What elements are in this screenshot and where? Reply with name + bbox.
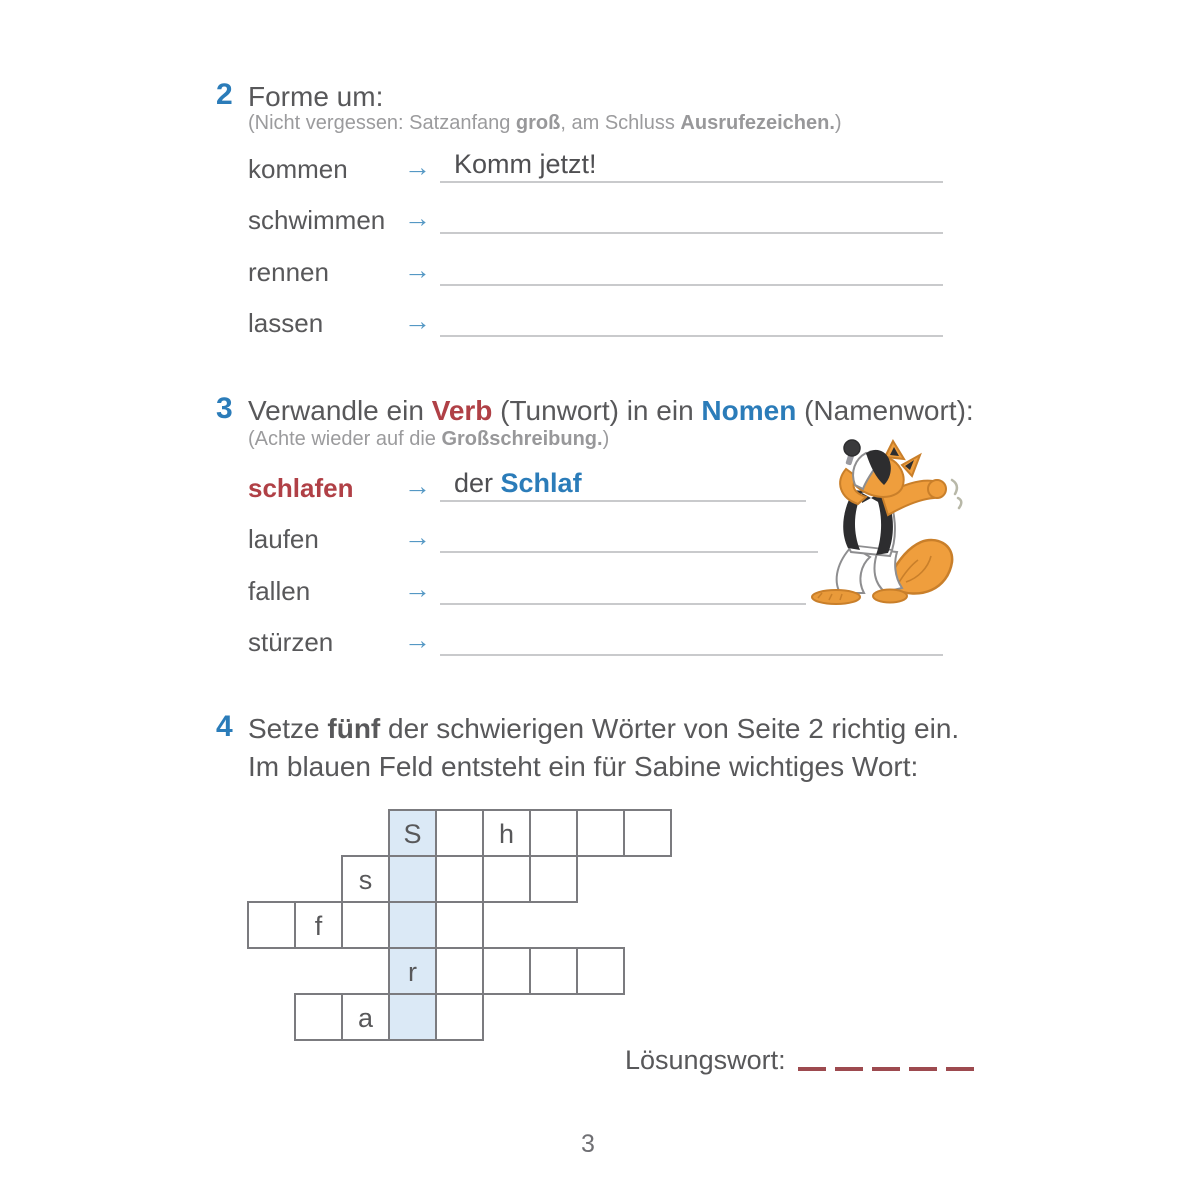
crossword-cell[interactable]	[577, 948, 624, 994]
handwritten-answer: Komm jetzt!	[454, 149, 597, 179]
verb-label: rennen	[248, 256, 329, 287]
crossword-cell[interactable]	[389, 856, 436, 902]
verb-row-schwimmen	[248, 198, 943, 234]
verb-label: schwimmen	[248, 204, 386, 235]
exercise4-title-line2: Im blauen Feld entsteht ein für Sabine wichtiges Wort:	[248, 751, 919, 782]
crossword-cell[interactable]	[295, 994, 342, 1040]
arrow-right-icon: →	[404, 203, 431, 233]
crossword-cell[interactable]	[530, 948, 577, 994]
verb-label: stürzen	[248, 626, 334, 657]
verb-label: schlafen	[248, 472, 354, 503]
solution-dash[interactable]	[909, 1067, 937, 1071]
arrow-right-icon: →	[404, 306, 431, 336]
crossword-cell[interactable]	[248, 902, 295, 948]
crossword-grid	[246, 808, 716, 1046]
verb-row-schlafen	[248, 466, 806, 502]
verb-row-rennen	[248, 250, 943, 286]
solution-word-label: Lösungswort:	[625, 1045, 786, 1075]
crossword-cell[interactable]	[530, 810, 577, 856]
answer-line[interactable]	[440, 569, 806, 605]
crossword-cell[interactable]	[577, 810, 624, 856]
arrow-right-icon: →	[404, 152, 431, 182]
crossword-letter: f	[314, 911, 323, 941]
exercise3-heading	[216, 394, 974, 426]
solution-word-row	[625, 1044, 974, 1074]
answer-line[interactable]	[440, 620, 943, 656]
exercise4-heading	[216, 712, 959, 744]
crossword-cell[interactable]	[436, 810, 483, 856]
crossword-letter: a	[357, 1003, 374, 1033]
arrow-right-icon: →	[404, 522, 431, 552]
exercise2-note: (Nicht vergessen: Satzanfang groß, am Schluss Ausrufezeichen.)	[248, 112, 842, 134]
verb-row-lassen	[248, 301, 943, 337]
arrow-right-icon: →	[404, 625, 431, 655]
crossword-cell[interactable]	[436, 994, 483, 1040]
verb-row-kommen	[248, 147, 943, 183]
solution-dash[interactable]	[798, 1067, 826, 1071]
verb-row-laufen	[248, 517, 818, 553]
solution-dash[interactable]	[946, 1067, 974, 1071]
answer-line[interactable]	[440, 147, 943, 183]
crossword-cell[interactable]	[436, 902, 483, 948]
crossword-cell[interactable]	[624, 810, 671, 856]
crossword-cell[interactable]	[436, 948, 483, 994]
crossword-cell[interactable]	[342, 902, 389, 948]
verb-row-stuerzen	[248, 620, 943, 656]
exercise2-heading	[216, 80, 383, 112]
verb-label: fallen	[248, 575, 311, 606]
answer-line[interactable]	[440, 250, 943, 286]
crossword-cell[interactable]	[436, 856, 483, 902]
exercise3-number: 3	[216, 392, 233, 425]
singing-fox-illustration	[794, 438, 974, 614]
exercise4-title-line1: Setze fünf der schwierigen Wörter von Seite 2 richtig ein.	[248, 713, 960, 744]
answer-line[interactable]	[440, 301, 943, 337]
exercise4-number: 4	[216, 710, 233, 743]
exercise2-title: Forme um:	[248, 81, 384, 112]
arrow-right-icon: →	[404, 471, 431, 501]
solution-dashes	[798, 1067, 974, 1074]
crossword-cell[interactable]	[483, 948, 530, 994]
crossword-cell[interactable]	[530, 856, 577, 902]
crossword-cell[interactable]	[389, 902, 436, 948]
answer-line[interactable]	[440, 466, 806, 502]
exercise2-number: 2	[216, 78, 233, 111]
verb-label: laufen	[248, 523, 319, 554]
crossword-letter: h	[498, 819, 515, 849]
crossword-cell[interactable]	[483, 856, 530, 902]
answer-line[interactable]	[440, 198, 943, 234]
verb-label: kommen	[248, 153, 348, 184]
crossword-letter: s	[358, 865, 373, 895]
arrow-right-icon: →	[404, 255, 431, 285]
solution-dash[interactable]	[872, 1067, 900, 1071]
exercise3-note: (Achte wieder auf die Großschreibung.)	[248, 428, 610, 450]
arrow-right-icon: →	[404, 574, 431, 604]
exercise3-title: Verwandle ein Verb (Tunwort) in ein Nomen (Namenwort):	[248, 395, 974, 426]
crossword-cell[interactable]	[389, 994, 436, 1040]
handwritten-answer: der Schlaf	[454, 468, 582, 498]
crossword-letter: S	[403, 819, 422, 849]
verb-row-fallen	[248, 569, 806, 605]
page-number: 3	[581, 1130, 595, 1158]
answer-line[interactable]	[440, 517, 818, 553]
crossword-letter: r	[408, 957, 417, 987]
verb-label: lassen	[248, 307, 324, 338]
solution-dash[interactable]	[835, 1067, 863, 1071]
